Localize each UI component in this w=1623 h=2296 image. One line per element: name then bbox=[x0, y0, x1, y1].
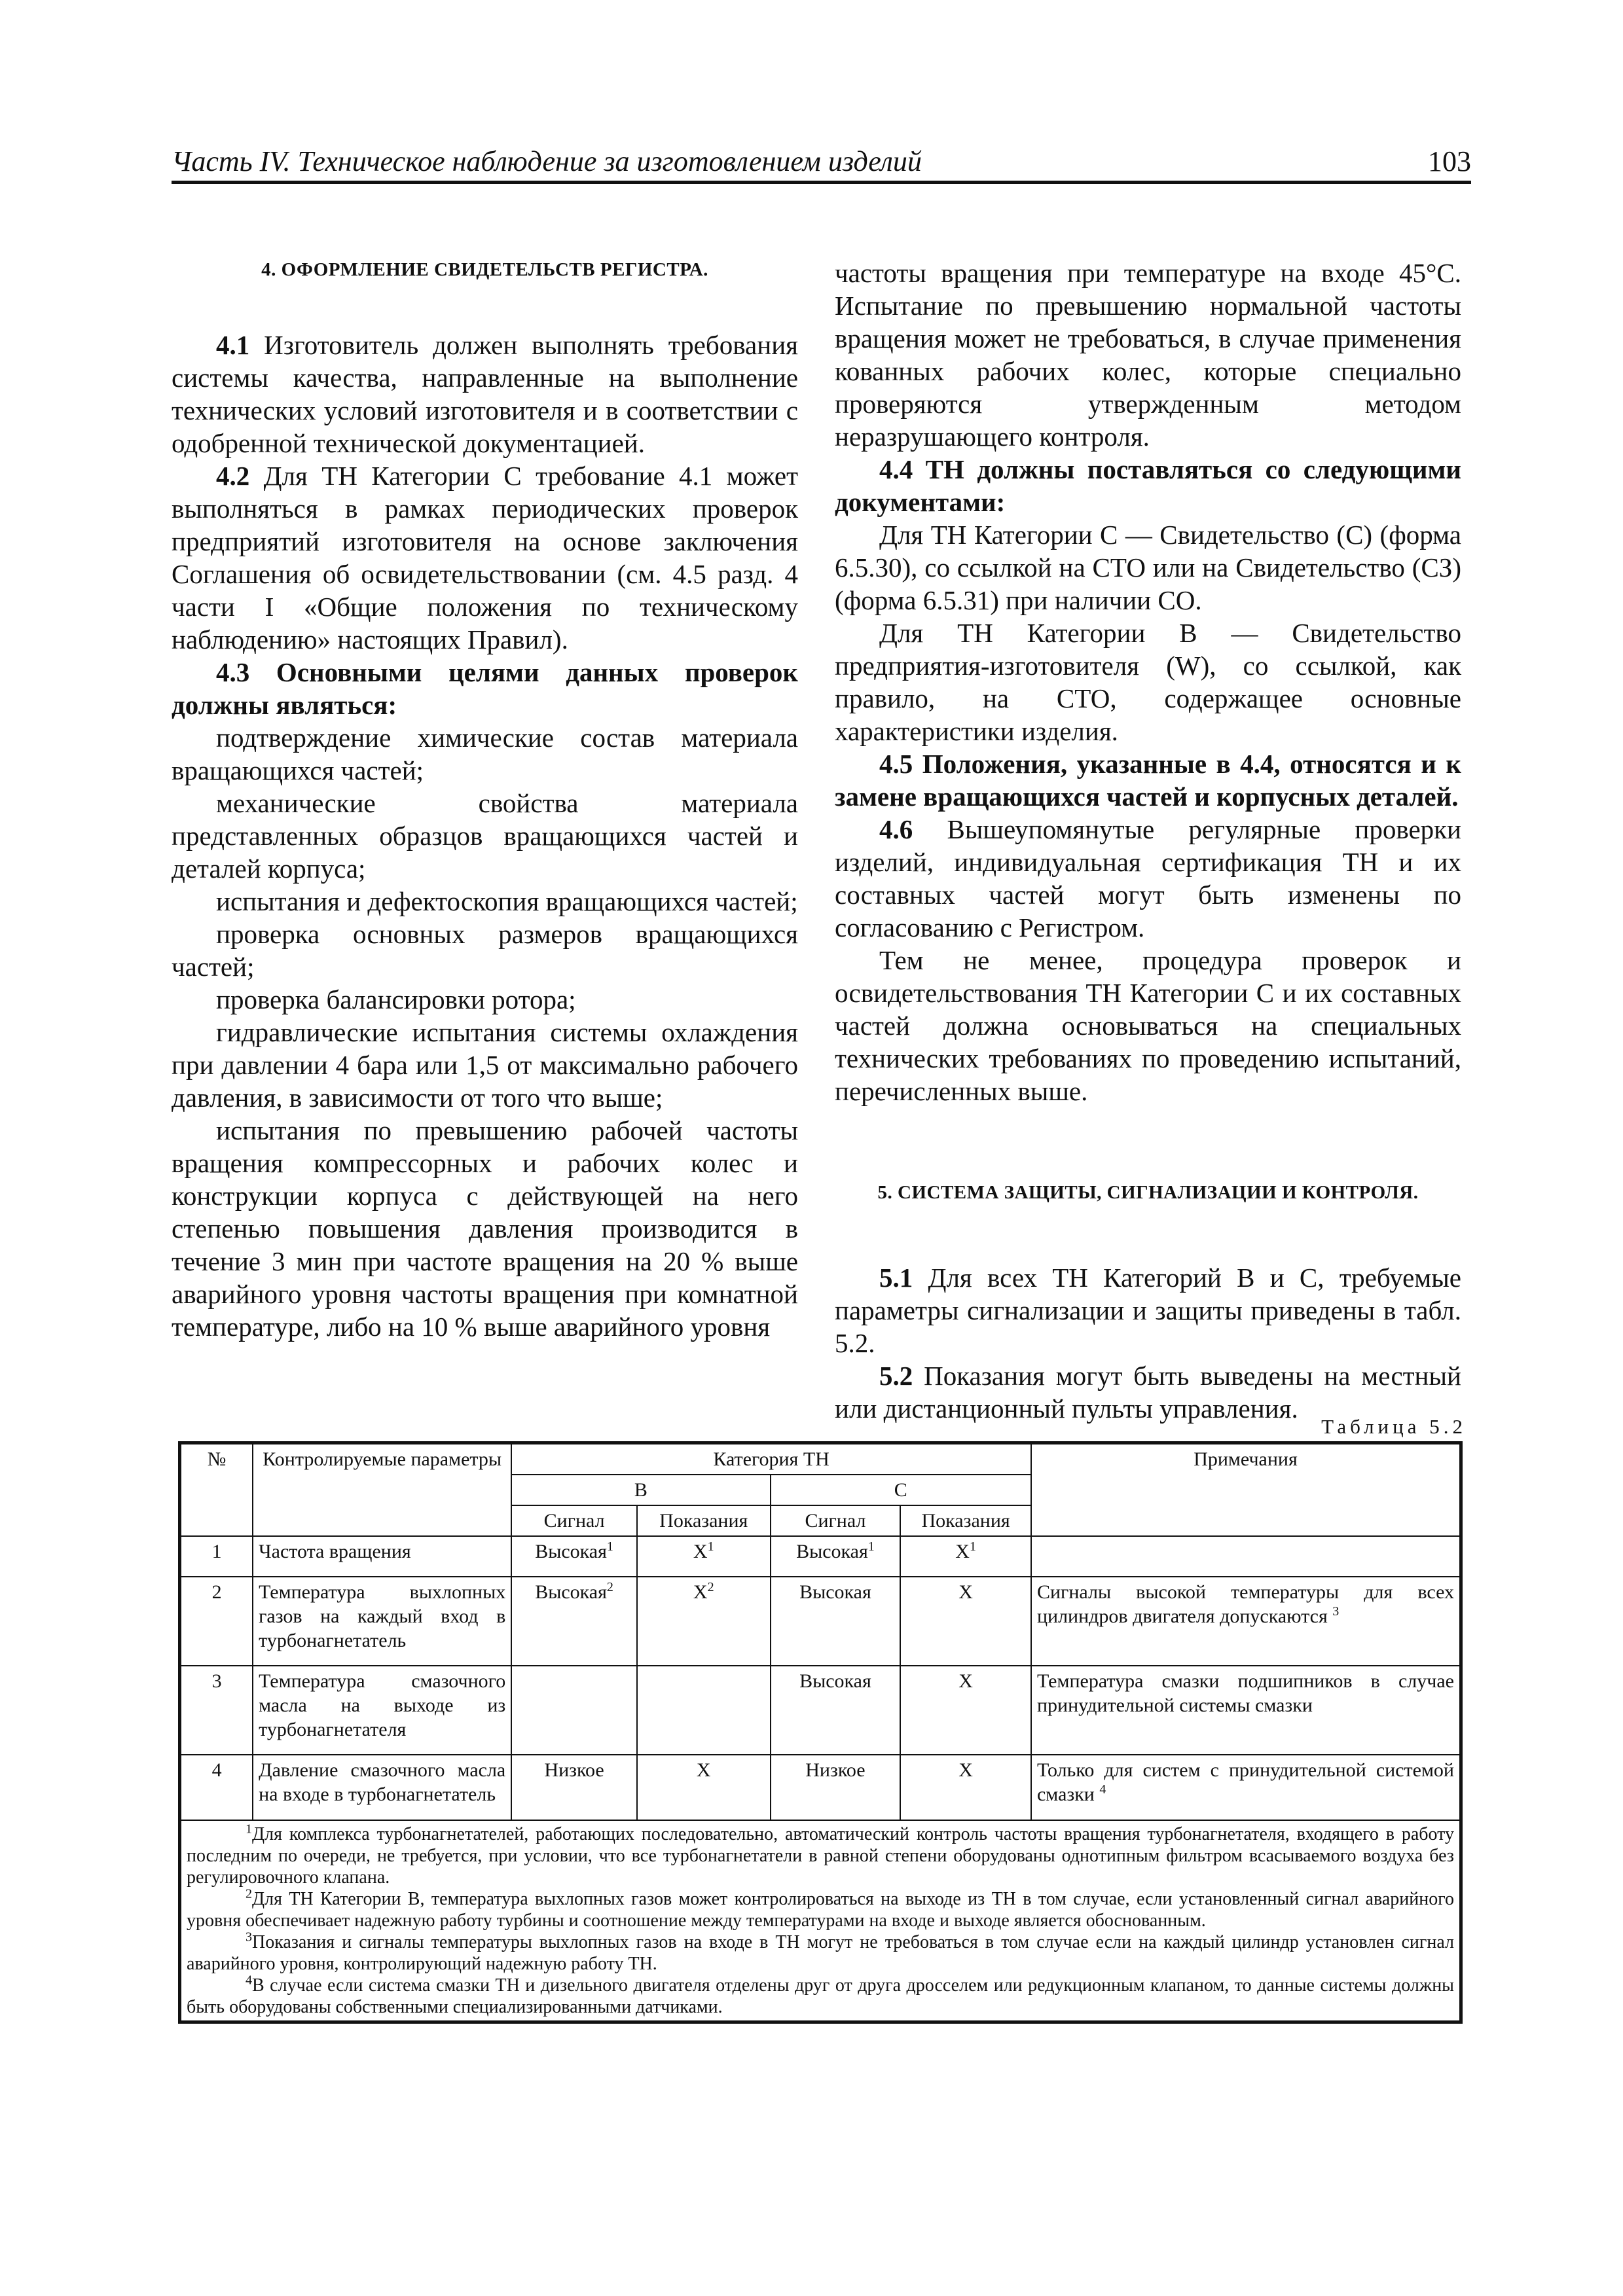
row-b-reading bbox=[637, 1536, 771, 1577]
paragraph-4-3 bbox=[172, 656, 798, 721]
list-item: механические свойства материала представленных образцов вращающихся частей и деталей корпуса; bbox=[172, 788, 798, 884]
cell-value: Высокая bbox=[799, 1670, 871, 1692]
footnote-ref: 2 bbox=[707, 1580, 714, 1594]
table-header-row bbox=[180, 1443, 1461, 1475]
footnote bbox=[187, 1823, 1454, 1888]
header-notes: Примечания bbox=[1031, 1443, 1461, 1537]
footnote-text: Показания и сигналы температуры выхлопных газов на входе в ТН могут не требоваться в том случае если на каждый цилиндр установлен сигнал аварийного уровня, контролирующий надежную работу ТН. bbox=[187, 1932, 1454, 1974]
row-number: 4 bbox=[180, 1755, 253, 1820]
cell-value: X bbox=[958, 1581, 973, 1603]
paragraph-4-5-text: 4.5 Положения, указанные в 4.4, относятся и к замене вращающихся частей и корпусных деталей. bbox=[835, 749, 1461, 812]
paragraph-4-3-text: 4.3 Основными целями данных проверок должны являться: bbox=[172, 657, 798, 720]
paragraph-4-2-number: 4.2 bbox=[216, 461, 250, 491]
list-item: проверка балансировки ротора; bbox=[216, 984, 576, 1014]
header-reading: Показания bbox=[900, 1505, 1031, 1536]
paragraph-4-6-text: Вышеупомянутые регулярные проверки изделий, индивидуальная сертификация ТН и их составных частей могут быть изменены по согласованию с Регистром. bbox=[835, 814, 1461, 942]
row-b-reading bbox=[637, 1577, 771, 1666]
left-column bbox=[172, 257, 798, 1343]
paragraph-4-1 bbox=[172, 329, 798, 459]
paragraph-5-1-text: Для всех ТН Категорий В и С, требуемые параметры сигнализации и защиты приведены в табл. 5.2. bbox=[835, 1263, 1461, 1358]
cell-value: Низкое bbox=[544, 1759, 604, 1781]
footnote-mark: 2 bbox=[246, 1886, 252, 1901]
row-b-signal bbox=[511, 1666, 637, 1755]
footnote-mark: 4 bbox=[246, 1973, 252, 1988]
paragraph-5-1-number: 5.1 bbox=[879, 1263, 913, 1293]
footnote-ref: 1 bbox=[969, 1539, 976, 1554]
header-category: Категория ТН bbox=[511, 1443, 1031, 1475]
paragraph-4-2 bbox=[172, 459, 798, 656]
cell-value: X bbox=[958, 1670, 973, 1692]
cell-value: Высокая bbox=[799, 1581, 871, 1603]
row-b-signal bbox=[511, 1536, 637, 1577]
footnote-ref: 2 bbox=[606, 1580, 613, 1594]
row-c-signal bbox=[771, 1666, 901, 1755]
row-number: 3 bbox=[180, 1666, 253, 1755]
list-item: подтверждение химические состав материала вращающихся частей; bbox=[172, 723, 798, 785]
table-row bbox=[180, 1666, 1461, 1755]
cell-value: Низкое bbox=[805, 1759, 866, 1781]
row-c-signal bbox=[771, 1536, 901, 1577]
table-row bbox=[180, 1755, 1461, 1820]
paragraph-4-6 bbox=[835, 813, 1461, 944]
table-footnotes bbox=[180, 1820, 1461, 2022]
right-column bbox=[835, 257, 1461, 1425]
footnote-mark: 3 bbox=[246, 1929, 252, 1945]
section-4-heading: 4. ОФОРМЛЕНИЕ СВИДЕТЕЛЬСТВ РЕГИСТРА. bbox=[261, 259, 708, 280]
cell-value: Сигналы высокой температуры для всех цилиндров двигателя допускаются bbox=[1036, 1581, 1454, 1627]
running-title: Часть IV. Техническое наблюдение за изготовлением изделий bbox=[172, 145, 922, 177]
cell-value: Только для систем с принудительной системой смазки bbox=[1036, 1759, 1454, 1805]
paragraph-5-1 bbox=[835, 1261, 1461, 1359]
cell-value: Высокая bbox=[535, 1581, 607, 1603]
cell-value: Высокая bbox=[796, 1541, 868, 1562]
list-item: испытания и дефектоскопия вращающихся частей; bbox=[216, 886, 798, 916]
footnote-ref: 1 bbox=[867, 1539, 875, 1554]
paragraph-4-4-category-c: Для ТН Категории С — Свидетельство (С) (форма 6.5.30), со ссылкой на СТО или на Свидетельство (СЗ) (форма 6.5.31) при наличии СО. bbox=[835, 520, 1461, 615]
header-category-b: В bbox=[511, 1475, 770, 1505]
cell-value: X bbox=[958, 1759, 973, 1781]
footnote-mark: 1 bbox=[246, 1821, 252, 1837]
paragraph-5-2-text: Показания могут быть выведены на местный или дистанционный пульты управления. bbox=[835, 1361, 1461, 1424]
footnote-ref: 3 bbox=[1332, 1604, 1340, 1619]
section-5-heading: 5. СИСТЕМА ЗАЩИТЫ, СИГНАЛИЗАЦИИ И КОНТРОЛЯ. bbox=[877, 1182, 1419, 1203]
paragraph-5-2-number: 5.2 bbox=[879, 1361, 913, 1391]
cell-value: X bbox=[693, 1581, 708, 1603]
paragraph-4-4 bbox=[835, 453, 1461, 518]
footnote-text: Для комплекса турбонагнетателей, работающих последовательно, автоматический контроль частоты вращения турбонагнетателя, входящего в работу последним по очереди, не требуется, при условии, что все турбонагнетатели в равной степени оборудованы однотипным фильтром всасываемого воздуха без регулировочного клапана. bbox=[187, 1824, 1454, 1888]
paragraph-4-5 bbox=[835, 747, 1461, 813]
paragraph-4-6-continued: Тем не менее, процедура проверок и освидетельствования ТН Категории С и их составных частей должна основываться на специальных технических требованиях по проведению испытаний, перечисленных выше. bbox=[835, 945, 1461, 1106]
paragraph-4-1-number: 4.1 bbox=[216, 330, 250, 360]
row-parameter: Частота вращения bbox=[253, 1536, 511, 1577]
footnote-ref: 1 bbox=[606, 1539, 613, 1554]
cell-value: Высокая bbox=[535, 1541, 607, 1562]
row-parameter: Температура смазочного масла на выходе из турбонагнетателя bbox=[253, 1666, 511, 1755]
paragraph-4-1-text: Изготовитель должен выполнять требования системы качества, направленные на выполнение технических условий изготовителя и в соответствии с одобренной технической документацией. bbox=[172, 330, 798, 458]
paragraph-4-4-text: 4.4 ТН должны поставляться со следующими документами: bbox=[835, 454, 1461, 517]
header-parameters: Контролируемые параметры bbox=[253, 1443, 511, 1537]
paragraph-4-6-number: 4.6 bbox=[879, 814, 913, 844]
paragraph-continuation: частоты вращения при температуре на входе 45°C. Испытание по превышению нормальной частоты вращения может не требоваться, в случае применения кованных рабочих колес, которые специально проверяются утвержденным методом неразрушающего контроля. bbox=[835, 258, 1461, 452]
row-number: 2 bbox=[180, 1577, 253, 1666]
row-c-signal bbox=[771, 1577, 901, 1666]
running-header bbox=[172, 143, 1471, 184]
row-c-reading bbox=[900, 1755, 1031, 1820]
footnote-ref: 1 bbox=[707, 1539, 714, 1554]
cell-value: Температура смазки подшипников в случае принудительной системы смазки bbox=[1036, 1670, 1454, 1716]
row-note bbox=[1031, 1536, 1461, 1577]
row-c-signal bbox=[771, 1755, 901, 1820]
cell-value: X bbox=[696, 1759, 711, 1781]
footnote bbox=[187, 1888, 1454, 1931]
footnote-text: В случае если система смазки ТН и дизельного двигателя отделены друг от друга дросселем или редукционным клапаном, то данные системы должны быть оборудованы собственными специализированными датчиками. bbox=[187, 1975, 1454, 2017]
parameters-table bbox=[178, 1441, 1463, 2024]
row-note bbox=[1031, 1755, 1461, 1820]
footnote bbox=[187, 1975, 1454, 2018]
table-footnotes-row bbox=[180, 1820, 1461, 2022]
table-row bbox=[180, 1577, 1461, 1666]
list-item: испытания по превышению рабочей частоты вращения компрессорных и рабочих колес и конструкции корпуса с действующей на него степенью повышения давления производится в течение 3 мин при частоте вращения на 20 % выше аварийного уровня частоты вращения при комнатной температуре, либо на 10 % выше аварийного уровня bbox=[172, 1115, 798, 1342]
table-row bbox=[180, 1536, 1461, 1577]
page-number: 103 bbox=[1428, 145, 1471, 177]
row-b-reading bbox=[637, 1755, 771, 1820]
header-signal: Сигнал bbox=[511, 1505, 637, 1536]
paragraph-4-2-text: Для ТН Категории С требование 4.1 может выполняться в рамках периодических проверок предприятий изготовителя на основе заключения Соглашения об освидетельствовании (см. 4.5 разд. 4 части I «Общие положения по техническому наблюдению» настоящих Правил). bbox=[172, 461, 798, 655]
footnote-text: Для ТН Категории В, температура выхлопных газов может контролироваться на выходе из ТН в том случае, если установленный сигнал аварийного уровня обеспечивает надежную работу турбины и соотношение между температурами на входе и выходе является обоснованным. bbox=[187, 1889, 1454, 1931]
footnote bbox=[187, 1931, 1454, 1975]
row-parameter: Температура выхлопных газов на каждый вход в турбонагнетатель bbox=[253, 1577, 511, 1666]
row-note bbox=[1031, 1666, 1461, 1755]
list-item: проверка основных размеров вращающихся частей; bbox=[172, 919, 798, 982]
header-reading: Показания bbox=[637, 1505, 771, 1536]
cell-value: X bbox=[955, 1541, 970, 1562]
header-signal: Сигнал bbox=[771, 1505, 901, 1536]
footnote-ref: 4 bbox=[1099, 1782, 1106, 1797]
row-c-reading bbox=[900, 1536, 1031, 1577]
row-note bbox=[1031, 1577, 1461, 1666]
row-b-signal bbox=[511, 1755, 637, 1820]
row-c-reading bbox=[900, 1666, 1031, 1755]
row-c-reading bbox=[900, 1577, 1031, 1666]
paragraph-4-4-category-b: Для ТН Категории В — Свидетельство предприятия-изготовителя (W), со ссылкой, как правило, на СТО, содержащее основные характеристики изделия. bbox=[835, 618, 1461, 746]
list-item: гидравлические испытания системы охлаждения при давлении 4 бара или 1,5 от максимально рабочего давления, в зависимости от того что выше; bbox=[172, 1017, 798, 1113]
table-caption: Таблица 5.2 bbox=[1321, 1415, 1467, 1438]
header-number: № bbox=[180, 1443, 253, 1537]
row-b-reading bbox=[637, 1666, 771, 1755]
row-parameter: Давление смазочного масла на входе в турбонагнетатель bbox=[253, 1755, 511, 1820]
row-number: 1 bbox=[180, 1536, 253, 1577]
cell-value: X bbox=[693, 1541, 708, 1562]
row-b-signal bbox=[511, 1577, 637, 1666]
header-category-c: С bbox=[771, 1475, 1031, 1505]
